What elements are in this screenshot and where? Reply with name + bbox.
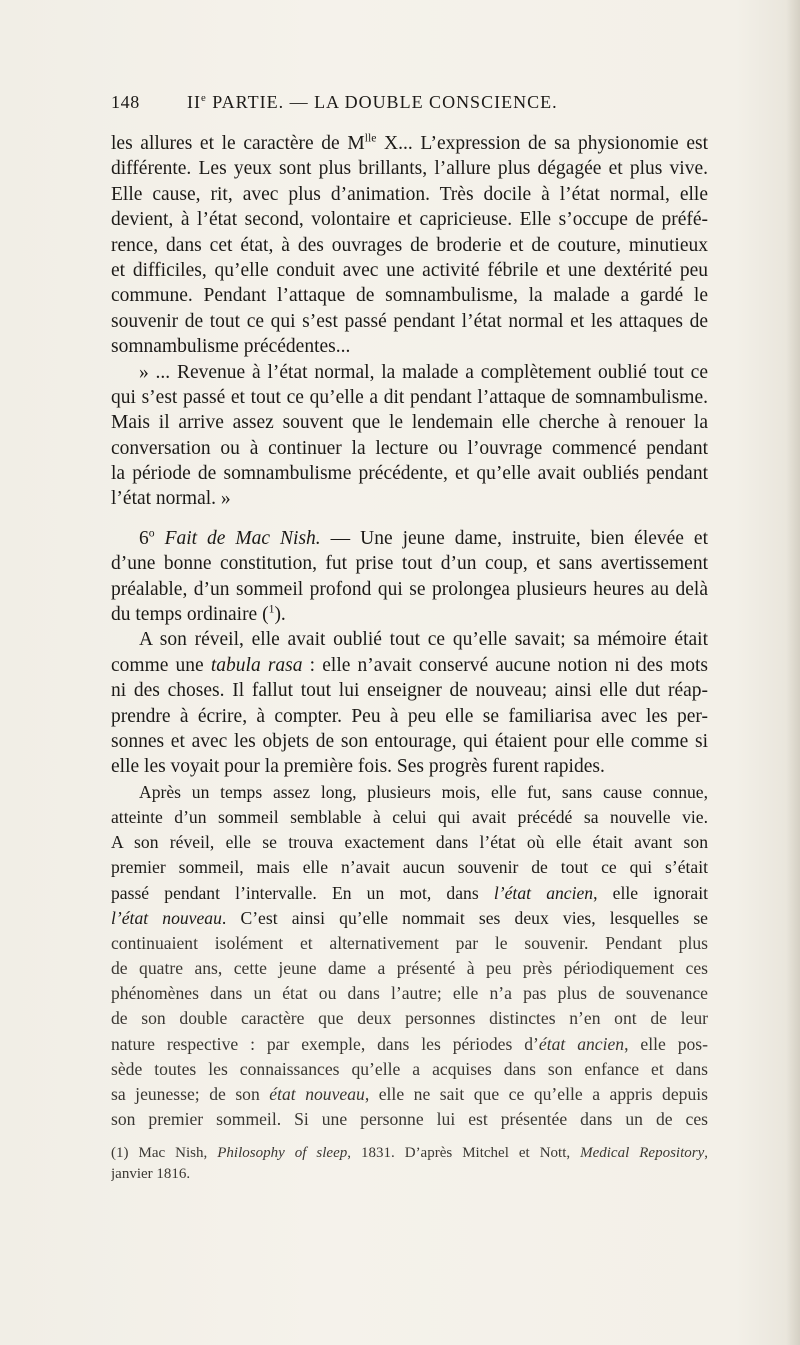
part-sup: e — [201, 92, 207, 104]
text-line: Elle cause, rit, avec plus d’animation. Très docile à l’état normal, elle — [111, 183, 708, 205]
text-line: phénomènes dans un état ou dans l’autre; elle n’a pas plus de souvenance — [111, 983, 708, 1004]
text-line: premier sommeil, mais elle n’avait aucun souvenir de tout ce qui s’était — [111, 857, 708, 878]
section-heading-line: 6$^o$ Fait de Mac Nish. — Une jeune dame, instruite, bien élevée et — [139, 526, 708, 549]
text-line: qui s’est passé et tout ce qu’elle a dit pendant l’attaque de somnambulisme. — [111, 386, 708, 408]
body-text — [111, 131, 708, 1132]
text-line: Mais il arrive assez souvent que le lendemain elle cherche à renouer la — [111, 412, 708, 434]
footnote-marker: (1) — [111, 1145, 129, 1161]
text-line: atteinte d’un sommeil semblable à celui qui avait précédé sa nouvelle vie. — [111, 806, 708, 827]
text-line: passé pendant l’intervalle. En un mot, dans l’état ancien, elle ignorait — [111, 882, 708, 903]
part-roman: II — [187, 92, 201, 112]
footnote — [111, 1143, 708, 1185]
text-line: l’état normal. » — [111, 488, 231, 510]
text-line: A son réveil, elle avait oublié tout ce qu’elle savait; sa mémoire était — [139, 629, 708, 651]
text-line: nature respective : par exemple, dans les périodes d’état ancien, elle pos- — [111, 1033, 708, 1054]
text-line: l’état nouveau. C’est ainsi qu’elle nommait ses deux vies, lesquelles se — [111, 907, 708, 928]
text-line: continuaient isolément et alternativement par le souvenir. Pendant plus — [111, 932, 708, 953]
text-line: préalable, d’un sommeil profond qui se prolongea plusieurs heures au delà — [111, 578, 708, 600]
text-line: et difficiles, qu’elle conduit avec une activité fébrile et une dextérité peu — [111, 259, 708, 281]
text-line: Après un temps assez long, plusieurs mois, elle fut, sans cause connue, — [139, 781, 708, 802]
text-line: » ... Revenue à l’état normal, la malade a complètement oublié tout ce — [139, 361, 708, 383]
text-line: devient, à l’état second, volontaire et capricieuse. Elle s’occupe de préfé- — [111, 209, 708, 231]
text-line: commune. Pendant l’attaque de somnambulisme, la malade a gardé le — [111, 285, 708, 307]
continued-paragraph — [111, 780, 708, 1133]
text-line: d’une bonne constitution, fut prise tout d’un coup, et sans avertissement — [111, 553, 708, 575]
text-line: sonnes et avec les objets de son entourage, qui étaient pour elle comme si — [111, 730, 708, 752]
text-line: du temps ordinaire ($^1$). — [111, 602, 286, 626]
text-line: somnambulisme précédentes... — [111, 336, 351, 358]
text-line: comme une tabula rasa : elle n’avait conservé aucune notion ni des mots — [111, 654, 708, 676]
text-line: elle les voyait pour la première fois. Ses progrès furent rapides. — [111, 756, 605, 778]
footnote-book-title: Philosophy of sleep — [217, 1145, 348, 1161]
text-line: les allures et le caractère de $M^{lle}$ X... L’expression de sa physionomie est — [111, 131, 708, 154]
section-heading: Fait de Mac Nish. — [164, 527, 321, 549]
text-line: de quatre ans, cette jeune dame a présenté à peu près périodiquement ces — [111, 958, 708, 979]
text-line: différente. Les yeux sont plus brillants, l’allure plus dégagée et plus vive. — [111, 158, 708, 180]
section-number: 6 — [139, 527, 149, 549]
text-line: ni des choses. Il fallut tout lui enseigner de nouveau; ainsi elle dut réap- — [111, 680, 708, 702]
header-title: PARTIE. — LA DOUBLE CONSCIENCE. — [206, 92, 558, 112]
text-line: A son réveil, elle se trouva exactement dans l’état où elle était avant son — [111, 832, 708, 853]
footnote-reference: 1 — [268, 602, 275, 616]
footnote-line: janvier 1816. — [111, 1166, 191, 1182]
text-line: sède toutes les connaissances qu’elle a acquises dans son enfance et dans — [111, 1058, 708, 1079]
running-header — [111, 92, 711, 118]
footnote-journal: Medical Repository — [580, 1145, 705, 1161]
text-line: souvenir de tout ce qui s’est passé pendant l’état normal et les attaques de — [111, 310, 708, 332]
text-line: son premier sommeil. Si une personne lui est présentée dans un de ces — [111, 1109, 708, 1130]
footnote-line: (1) Mac Nish, Philosophy of sleep, 1831. D’après Mitchel et Nott, Medical Repository, — [111, 1145, 708, 1161]
running-title — [187, 92, 558, 113]
page-number: 148 — [111, 92, 140, 112]
page-edge-shadow — [786, 0, 800, 1345]
section-gap — [111, 512, 708, 526]
tabula-rasa: tabula rasa — [210, 654, 303, 676]
text-line: la période de somnambulisme précédente, et qu’elle avait oubliés pendant — [111, 463, 708, 485]
text-line: sa jeunesse; de son état nouveau, elle ne sait que ce qu’elle a appris depuis — [111, 1084, 708, 1105]
text-line: de son double caractère que deux personnes distinctes n’en ont de leur — [111, 1008, 708, 1029]
text-line: prendre à écrire, à compter. Peu à peu elle se familiarisa avec les per- — [111, 705, 708, 727]
text-line: conversation ou à continuer la lecture ou l’ouvrage commencé pendant — [111, 437, 708, 459]
text-line: rence, dans cet état, à des ouvrages de broderie et de couture, minutieux — [111, 234, 708, 256]
